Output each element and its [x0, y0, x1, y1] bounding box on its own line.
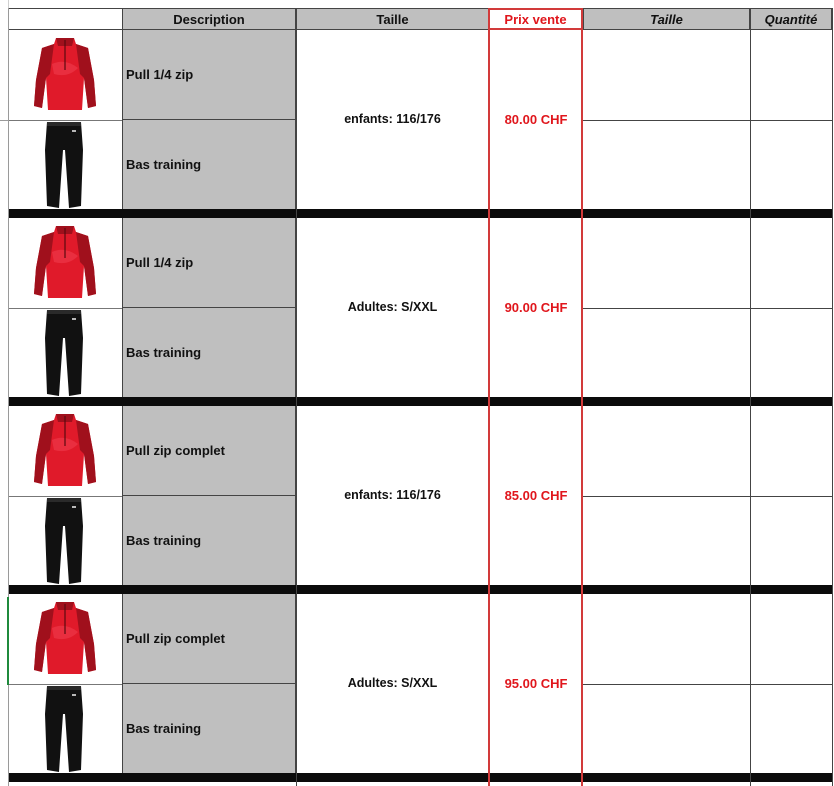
description-top-cell[interactable]: Pull zip complet: [122, 406, 296, 496]
quantity-cell-bottom[interactable]: [751, 309, 831, 397]
description-bottom-cell[interactable]: Bas training: [122, 308, 296, 397]
size-input-cell-top[interactable]: [584, 594, 749, 683]
gridline-stub: [8, 0, 9, 8]
price-value[interactable]: 90.00 CHF: [504, 300, 568, 315]
quantity-cell-top[interactable]: [751, 218, 831, 307]
selection-marker: [7, 597, 9, 685]
size-value[interactable]: Adultes: S/XXL: [347, 676, 438, 690]
price-value[interactable]: 85.00 CHF: [504, 488, 568, 503]
size-input-cell-bottom[interactable]: [584, 685, 749, 773]
description-bottom-cell[interactable]: Bas training: [122, 684, 296, 773]
size-value[interactable]: Adultes: S/XXL: [347, 300, 438, 314]
row-separator-band: [8, 773, 832, 782]
quantity-cell-top[interactable]: [751, 406, 831, 495]
size-value[interactable]: enfants: 116/176: [344, 112, 441, 126]
pants-image: [41, 308, 87, 400]
grid-hline-image: [8, 684, 122, 685]
header-size-input[interactable]: Taille: [583, 8, 750, 30]
pants-image: [41, 684, 87, 776]
header-description[interactable]: Description: [122, 8, 296, 30]
row-separator-band: [8, 209, 832, 218]
jacket-image: [32, 410, 98, 490]
size-input-cell-top[interactable]: [584, 30, 749, 119]
header-image-cell[interactable]: [8, 8, 122, 30]
pants-image: [41, 496, 87, 588]
quantity-cell-top[interactable]: [751, 594, 831, 683]
description-bottom-cell[interactable]: Bas training: [122, 496, 296, 585]
quantity-cell-bottom[interactable]: [751, 121, 831, 209]
description-top-cell[interactable]: Pull zip complet: [122, 594, 296, 684]
pants-image: [41, 120, 87, 212]
grid-vline-quantity: [750, 30, 751, 786]
grid-hline-image: [8, 308, 122, 309]
grid-vline-size: [296, 30, 297, 786]
jacket-image: [32, 598, 98, 678]
quantity-cell-bottom[interactable]: [751, 685, 831, 773]
header-quantity[interactable]: Quantité: [750, 8, 832, 30]
row-separator-band: [8, 585, 832, 594]
grid-right-edge: [832, 8, 833, 786]
price-value[interactable]: 80.00 CHF: [504, 112, 568, 127]
header-price[interactable]: Prix vente: [488, 8, 583, 30]
size-input-cell-top[interactable]: [584, 218, 749, 307]
quantity-cell-bottom[interactable]: [751, 497, 831, 585]
size-input-cell-bottom[interactable]: [584, 497, 749, 585]
row-separator-band: [8, 397, 832, 406]
jacket-image: [32, 34, 98, 114]
grid-hline-image: [8, 496, 122, 497]
grid-hline-image: [8, 120, 122, 121]
description-bottom-cell[interactable]: Bas training: [122, 120, 296, 209]
price-column-highlight: [488, 8, 583, 786]
price-value[interactable]: 95.00 CHF: [504, 676, 568, 691]
size-input-cell-top[interactable]: [584, 406, 749, 495]
size-input-cell-bottom[interactable]: [584, 309, 749, 397]
quantity-cell-top[interactable]: [751, 30, 831, 119]
jacket-image: [32, 222, 98, 302]
size-value[interactable]: enfants: 116/176: [344, 488, 441, 502]
size-input-cell-bottom[interactable]: [584, 121, 749, 209]
header-size[interactable]: Taille: [296, 8, 489, 30]
description-top-cell[interactable]: Pull 1/4 zip: [122, 218, 296, 308]
description-top-cell[interactable]: Pull 1/4 zip: [122, 30, 296, 120]
